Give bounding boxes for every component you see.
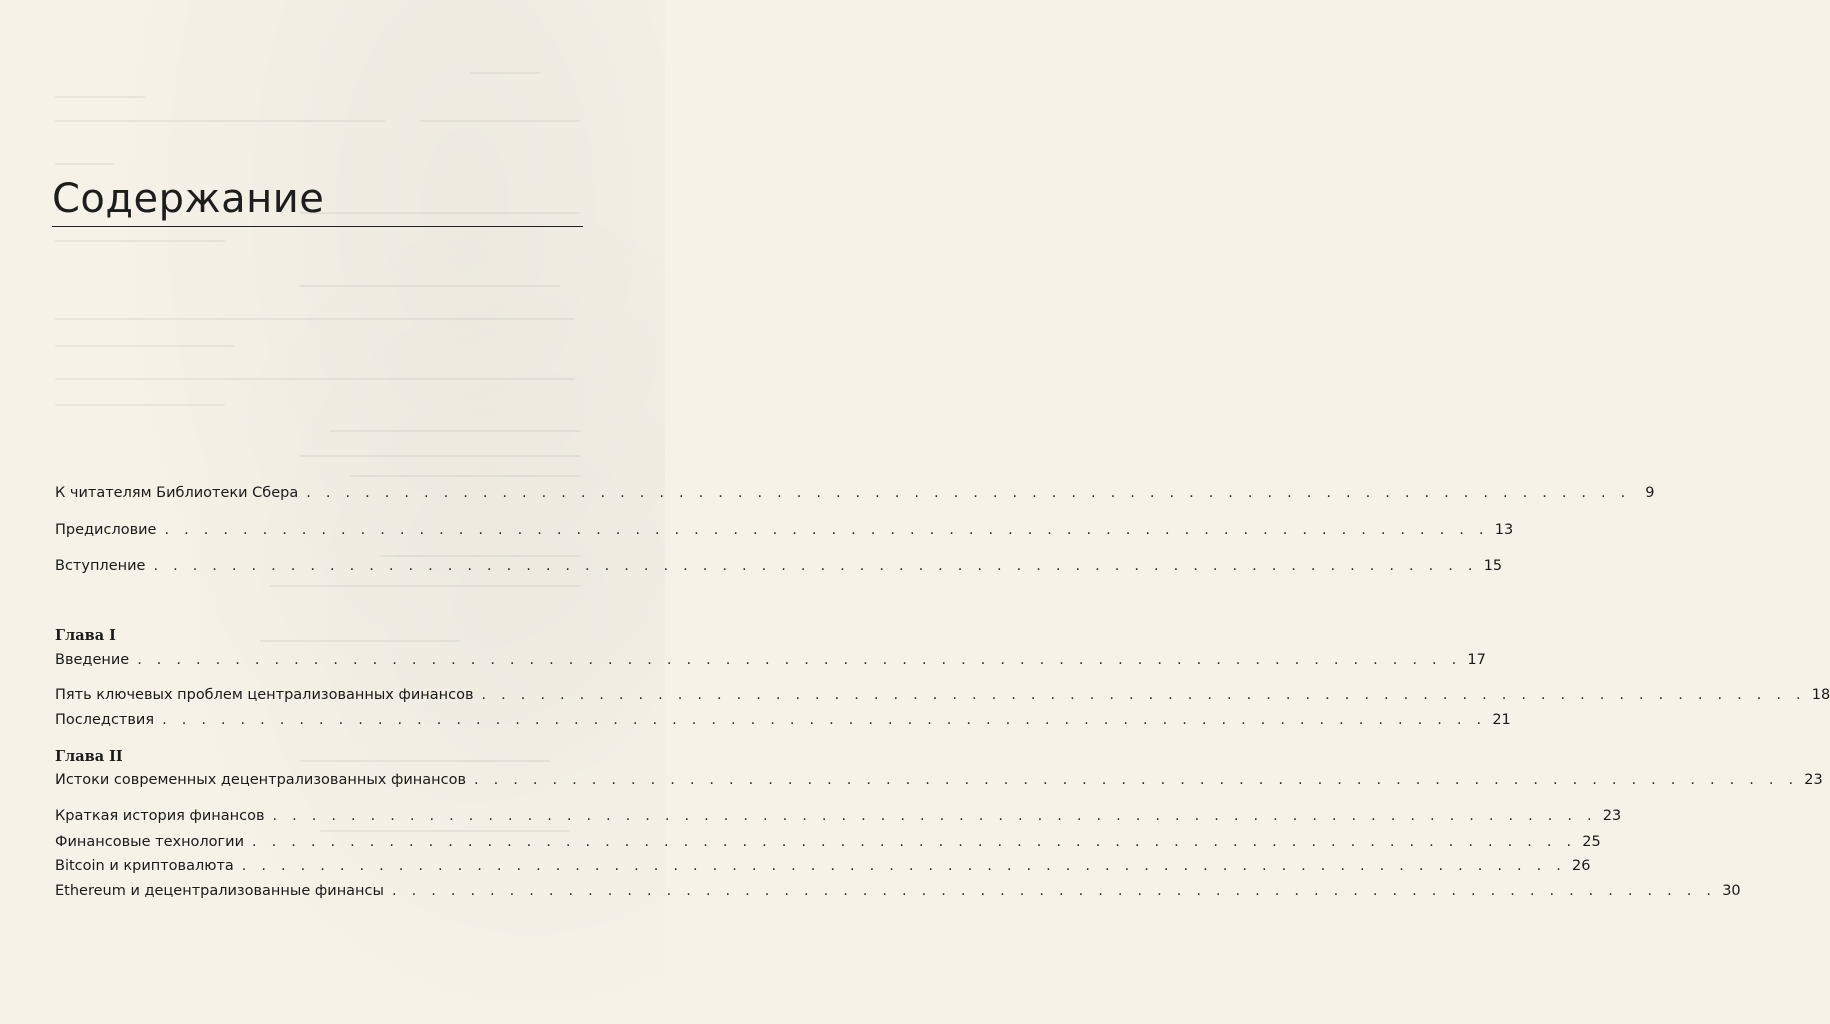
bleed-through-line bbox=[55, 404, 225, 406]
dot-leader: . . . . . . . . . . . . . . . . . . . . . . . . . . . . . . . . . . . . . . . . . . . . . . . . . . . . . . . . . . . . . . . . . . . . bbox=[164, 522, 1489, 538]
bleed-through-line bbox=[55, 378, 575, 380]
toc-entry-label: Bitcoin и криптовалюта bbox=[55, 858, 234, 874]
bleed-through-line bbox=[300, 285, 560, 287]
chapter-heading: Глава II bbox=[55, 748, 123, 765]
dot-leader: . . . . . . . . . . . . . . . . . . . . . . . . . . . . . . . . . . . . . . . . . . . . . . . . . . . . . . . . . . . . . . . . . . . . bbox=[272, 808, 1597, 824]
toc-entry[interactable] bbox=[55, 712, 1511, 734]
toc-entry[interactable] bbox=[55, 558, 1503, 580]
toc-page-number: 18 bbox=[1811, 687, 1830, 703]
bleed-through-line bbox=[320, 830, 570, 832]
bleed-through-line bbox=[420, 120, 580, 122]
toc-entry-label: Истоки современных децентрализованных финансов bbox=[55, 772, 467, 788]
dot-leader: . . . . . . . . . . . . . . . . . . . . . . . . . . . . . . . . . . . . . . . . . . . . . . . . . . . . . . . . . . . . . . . . . . . . bbox=[391, 883, 1717, 899]
toc-entry-label: Пять ключевых проблем централизованных финансов bbox=[55, 687, 474, 703]
bleed-through-line bbox=[300, 760, 550, 762]
toc-entry[interactable] bbox=[55, 834, 1601, 856]
toc-entry[interactable] bbox=[55, 772, 1823, 794]
dot-leader: . . . . . . . . . . . . . . . . . . . . . . . . . . . . . . . . . . . . . . . . . . . . . . . . . . . . . . . . . . . . . . . . . . . . bbox=[241, 858, 1567, 874]
dot-leader: . . . . . . . . . . . . . . . . . . . . . . . . . . . . . . . . . . . . . . . . . . . . . . . . . . . . . . . . . . . . . . . . . . . . bbox=[162, 712, 1487, 728]
bleed-through-line bbox=[55, 96, 145, 98]
toc-entry-label: Вступление bbox=[55, 558, 146, 574]
bleed-through-line bbox=[470, 72, 540, 74]
title-rule bbox=[52, 226, 583, 227]
toc-entry-label: Последствия bbox=[55, 712, 155, 728]
bleed-through-line bbox=[55, 163, 115, 165]
bleed-through-line bbox=[330, 430, 580, 432]
bleed-through-line bbox=[350, 475, 580, 477]
toc-entry-label: Ethereum и децентрализованные финансы bbox=[55, 883, 384, 899]
dot-leader: . . . . . . . . . . . . . . . . . . . . . . . . . . . . . . . . . . . . . . . . . . . . . . . . . . . . . . . . . . . . . . . . . . . . bbox=[252, 834, 1577, 850]
toc-entry-label: Введение bbox=[55, 652, 130, 668]
toc-page-number: 23 bbox=[1602, 808, 1622, 824]
bleed-through-line bbox=[300, 455, 580, 457]
toc-entry[interactable] bbox=[55, 522, 1514, 544]
bleed-through-line bbox=[260, 640, 460, 642]
toc-entry-label: Краткая история финансов bbox=[55, 808, 265, 824]
toc-entry[interactable] bbox=[55, 858, 1591, 880]
toc-page-number: 13 bbox=[1494, 522, 1514, 538]
bleed-through-line bbox=[300, 212, 580, 214]
toc-page-number: 23 bbox=[1804, 772, 1823, 788]
toc-entry[interactable] bbox=[55, 485, 1655, 507]
toc-entry[interactable] bbox=[55, 808, 1622, 830]
toc-entry-label: К читателям Библиотеки Сбера bbox=[55, 485, 299, 501]
toc-entry-label: Предисловие bbox=[55, 522, 157, 538]
toc-entry[interactable] bbox=[55, 652, 1486, 674]
toc-page-number: 30 bbox=[1722, 883, 1741, 899]
toc-page-number: 21 bbox=[1492, 712, 1511, 728]
dot-leader: . . . . . . . . . . . . . . . . . . . . . . . . . . . . . . . . . . . . . . . . . . . . . . . . . . . . . . . . . . . . . . . . . . . . bbox=[153, 558, 1478, 574]
bleed-through-line bbox=[55, 345, 235, 347]
bleed-through-line bbox=[55, 240, 225, 242]
toc-page-number: 15 bbox=[1483, 558, 1503, 574]
toc-entry[interactable] bbox=[55, 883, 1741, 905]
toc-page-number: 25 bbox=[1582, 834, 1601, 850]
chapter-heading: Глава I bbox=[55, 627, 116, 644]
bleed-through-line bbox=[270, 585, 580, 587]
bleed-through-line bbox=[380, 555, 580, 557]
toc-page-number: 9 bbox=[1645, 485, 1655, 501]
dot-leader: . . . . . . . . . . . . . . . . . . . . . . . . . . . . . . . . . . . . . . . . . . . . . . . . . . . . . . . . . . . . . . . . . . . . bbox=[474, 772, 1799, 788]
bleed-through-line bbox=[55, 120, 385, 122]
toc-entry-label: Финансовые технологии bbox=[55, 834, 245, 850]
dot-leader: . . . . . . . . . . . . . . . . . . . . . . . . . . . . . . . . . . . . . . . . . . . . . . . . . . . . . . . . . . . . . . . . . . . . bbox=[137, 652, 1462, 668]
dot-leader: . . . . . . . . . . . . . . . . . . . . . . . . . . . . . . . . . . . . . . . . . . . . . . . . . . . . . . . . . . . . . . . . . . . . bbox=[481, 687, 1806, 703]
toc-entry[interactable] bbox=[55, 687, 1830, 709]
toc-page-number: 26 bbox=[1572, 858, 1591, 874]
toc-page-number: 17 bbox=[1467, 652, 1486, 668]
dot-leader: . . . . . . . . . . . . . . . . . . . . . . . . . . . . . . . . . . . . . . . . . . . . . . . . . . . . . . . . . . . . . . . . . . . . bbox=[306, 485, 1631, 501]
page-title: Содержание bbox=[52, 175, 325, 222]
bleed-through-line bbox=[55, 318, 575, 320]
